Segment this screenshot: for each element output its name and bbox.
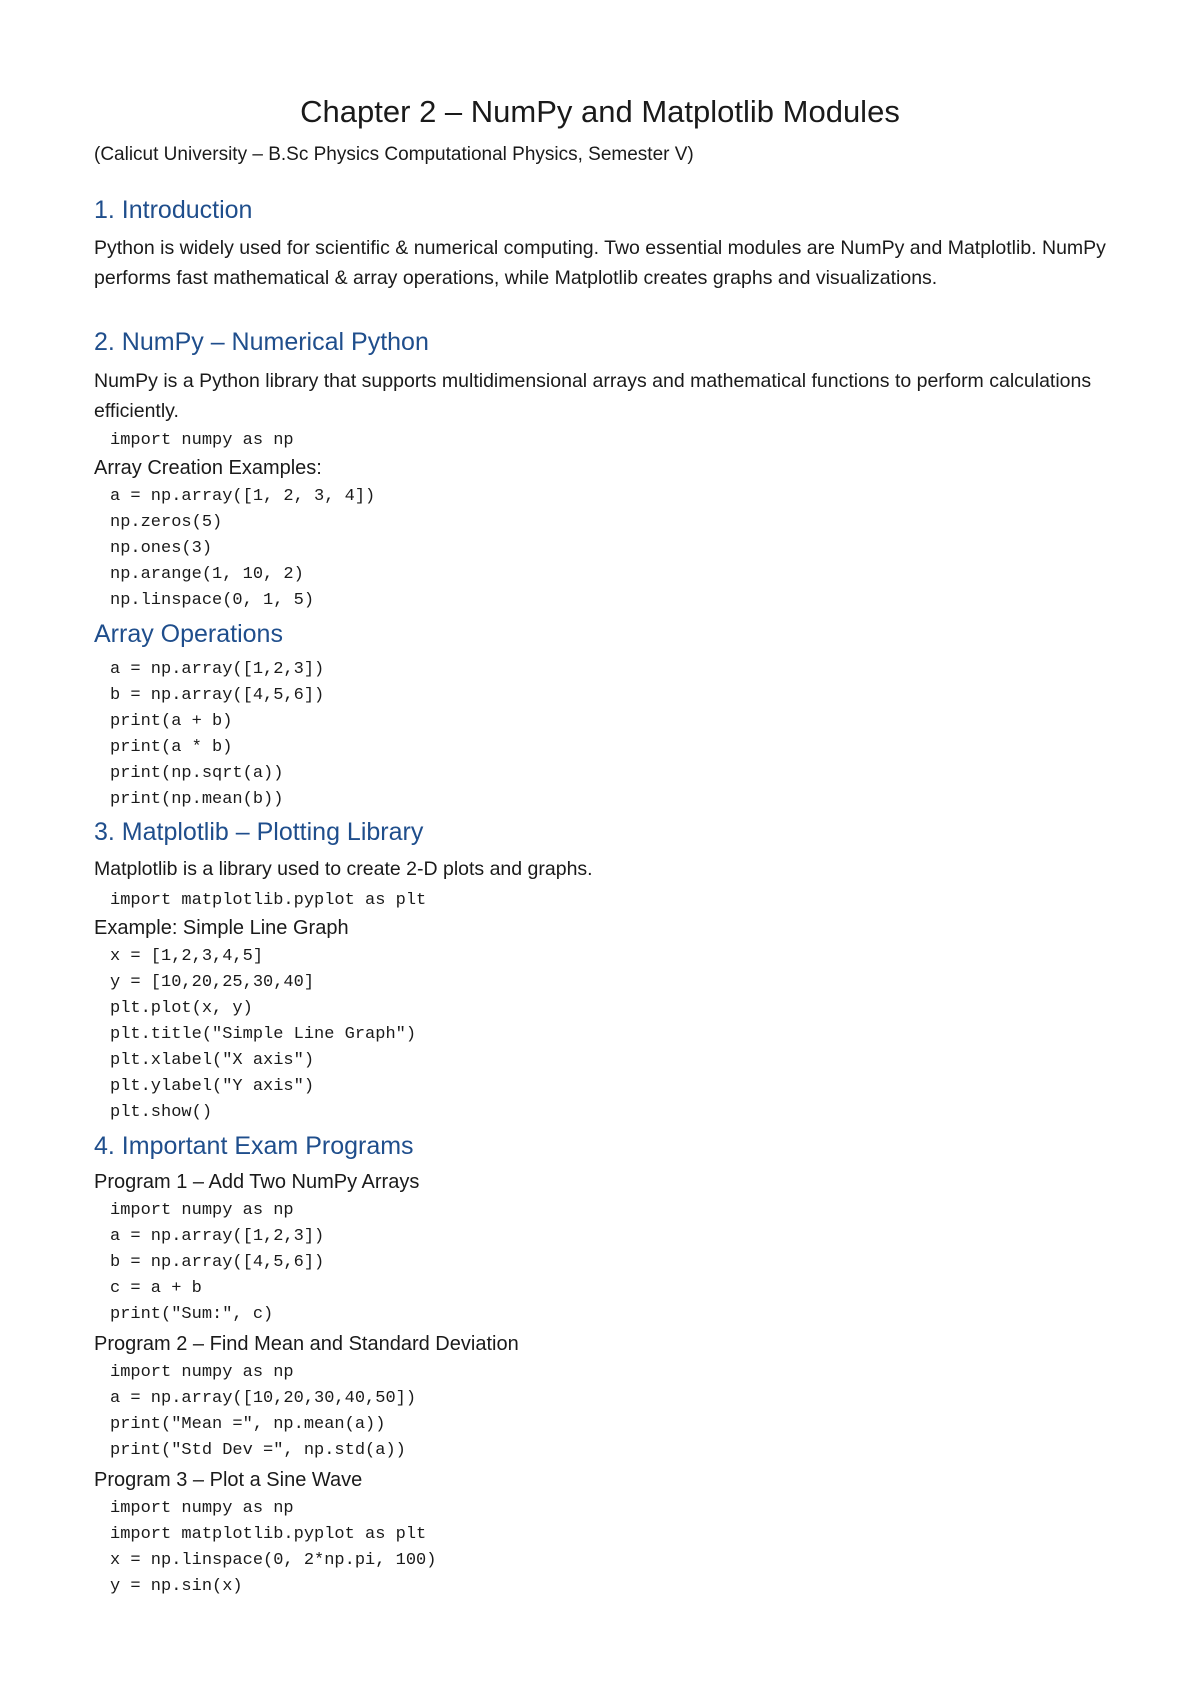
section-heading-array-operations: Array Operations (94, 620, 283, 648)
numpy-paragraph: NumPy is a Python library that supports multidimensional arrays and mathematical functions to perform calculations efficiently. (94, 370, 1092, 422)
page-title: Chapter 2 – NumPy and Matplotlib Modules (300, 94, 900, 129)
introduction-paragraph: Python is widely used for scientific & numerical computing. Two essential modules are NumPy and Matplotlib. NumPy performs fast mathematical & array operations, while Matplotlib creates graphs and visualizations. (94, 237, 1106, 289)
matplotlib-import-code: import matplotlib.pyplot as plt (110, 891, 427, 910)
array-creation-code: a = np.array([1, 2, 3, 4]) np.zeros(5) np.ones(3) np.arange(1, 10, 2) np.linspace(0, 1, 5) (110, 487, 376, 610)
page-subtitle: (Calicut University – B.Sc Physics Computational Physics, Semester V) (94, 144, 694, 165)
numpy-import-code: import numpy as np (110, 431, 294, 450)
matplotlib-paragraph: Matplotlib is a library used to create 2-D plots and graphs. (94, 858, 593, 880)
line-graph-example-label: Example: Simple Line Graph (94, 917, 349, 939)
program-3-label: Program 3 – Plot a Sine Wave (94, 1469, 363, 1491)
program-2-label: Program 2 – Find Mean and Standard Deviation (94, 1333, 519, 1355)
section-heading-numpy: 2. NumPy – Numerical Python (94, 328, 429, 356)
array-creation-label: Array Creation Examples: (94, 457, 322, 479)
line-graph-example-code: x = [1,2,3,4,5] y = [10,20,25,30,40] plt.plot(x, y) plt.title("Simple Line Graph") plt.xlabel("X axis") plt.ylabel("Y axis") plt.show() (110, 947, 417, 1122)
program-1-label: Program 1 – Add Two NumPy Arrays (94, 1171, 420, 1193)
program-3-code: import numpy as np import matplotlib.pyplot as plt x = np.linspace(0, 2*np.pi, 100) y = np.sin(x) (110, 1499, 437, 1596)
section-heading-matplotlib: 3. Matplotlib – Plotting Library (94, 818, 424, 846)
program-2-code: import numpy as np a = np.array([10,20,30,40,50]) print("Mean =", np.mean(a)) print("Std Dev =", np.std(a)) (110, 1363, 417, 1460)
section-heading-exam-programs: 4. Important Exam Programs (94, 1132, 414, 1160)
program-1-code: import numpy as np a = np.array([1,2,3]) b = np.array([4,5,6]) c = a + b print("Sum:", c) (110, 1201, 325, 1324)
section-heading-introduction: 1. Introduction (94, 196, 253, 224)
array-operations-code: a = np.array([1,2,3]) b = np.array([4,5,6]) print(a + b) print(a * b) print(np.sqrt(a)) print(np.mean(b)) (110, 660, 325, 809)
